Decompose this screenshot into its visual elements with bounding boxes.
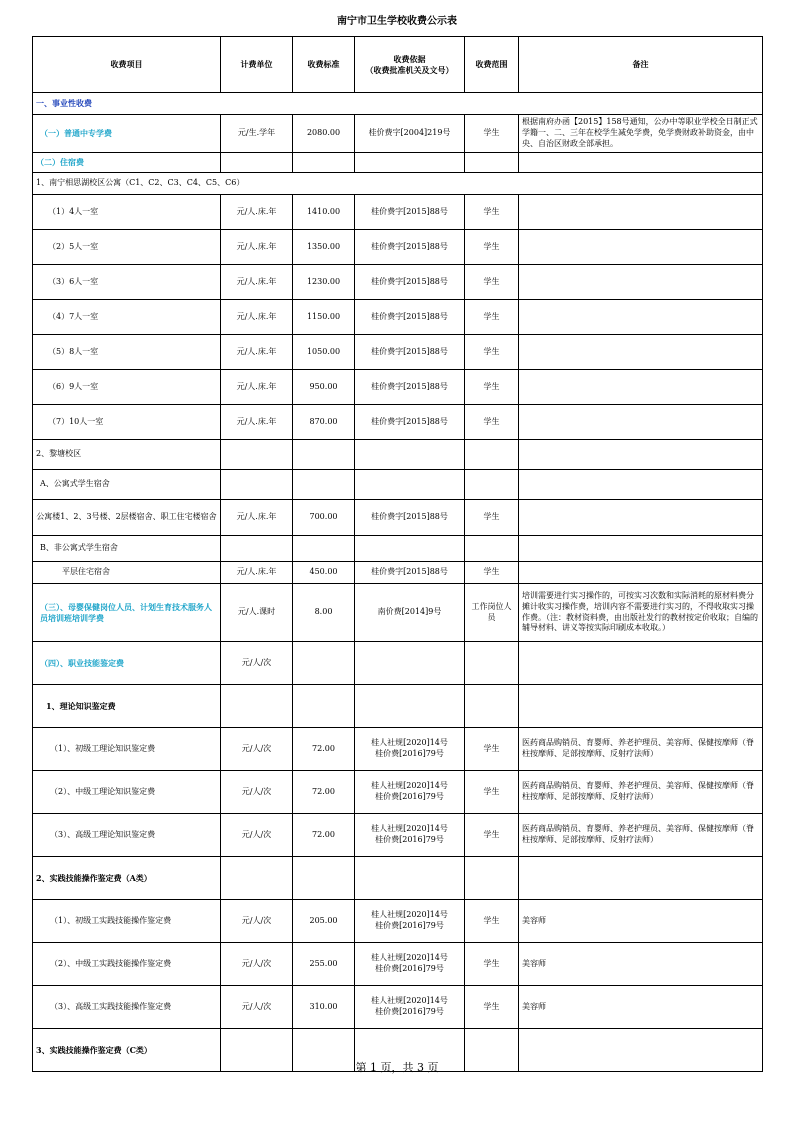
cell-standard: 700.00 (293, 500, 355, 536)
header-unit: 计费单位 (221, 37, 293, 93)
cell-scope: 学生 (465, 986, 519, 1029)
cell-scope: 学生 (465, 728, 519, 771)
cell-basis: 桂人社规[2020]14号 桂价费[2016]79号 (355, 900, 465, 943)
cell-scope: 学生 (465, 195, 519, 230)
cell-note: 医药商品购销员、育婴师、养老护理员、美容师、保健按摩师（脊柱按摩师、足部按摩师、反射疗法师） (519, 814, 763, 857)
cell-scope: 学生 (465, 300, 519, 335)
table-row (33, 335, 763, 370)
header-basis-line1: 收费依据 (393, 53, 426, 64)
cell-basis (355, 153, 465, 173)
table-row (33, 405, 763, 440)
cell-note (519, 230, 763, 265)
cell-item: A、公寓式学生宿舍 (33, 470, 221, 500)
table-row (33, 230, 763, 265)
table-row (33, 115, 763, 153)
cell-item: （2）、中级工理论知识鉴定费 (33, 771, 221, 814)
cell-basis: 南价费[2014]9号 (355, 584, 465, 642)
cell-basis (355, 440, 465, 470)
cell-unit (221, 153, 293, 173)
table-row (33, 370, 763, 405)
cell-note (519, 300, 763, 335)
cell-note (519, 642, 763, 685)
cell-item: （三）、母婴保健岗位人员、计划生育技术服务人员培训班培训学费 (33, 584, 221, 642)
cell-basis: 桂人社规[2020]14号 桂价费[2016]79号 (355, 771, 465, 814)
cell-item: 平层住宅宿舍 (33, 562, 221, 584)
table-row (33, 986, 763, 1029)
table-row (33, 500, 763, 536)
cell-standard: 1230.00 (293, 265, 355, 300)
cell-standard: 450.00 (293, 562, 355, 584)
cell-unit: 元/人.课时 (221, 584, 293, 642)
cell-standard: 72.00 (293, 814, 355, 857)
header-basis (355, 37, 465, 93)
table-row (33, 771, 763, 814)
cell-standard: 205.00 (293, 900, 355, 943)
cell-note (519, 405, 763, 440)
cell-basis: 桂人社规[2020]14号 桂价费[2016]79号 (355, 986, 465, 1029)
cell-basis: 桂价费字[2004]219号 (355, 115, 465, 153)
cell-unit: 元/人/次 (221, 771, 293, 814)
cell-scope: 学生 (465, 500, 519, 536)
cell-item: （3）6人一室 (33, 265, 221, 300)
cell-item: B、非公寓式学生宿舍 (33, 536, 221, 562)
cell-basis: 桂价费字[2015]88号 (355, 300, 465, 335)
table-row (33, 814, 763, 857)
cell-scope (465, 642, 519, 685)
cell-unit: 元/生.学年 (221, 115, 293, 153)
cell-scope: 学生 (465, 265, 519, 300)
cell-unit (221, 440, 293, 470)
cell-scope: 学生 (465, 771, 519, 814)
fee-table (32, 36, 763, 1072)
cell-basis: 桂价费字[2015]88号 (355, 195, 465, 230)
cell-scope (465, 153, 519, 173)
cell-note (519, 370, 763, 405)
cell-unit: 元/人/次 (221, 986, 293, 1029)
table-row (33, 562, 763, 584)
cell-basis: 桂价费字[2015]88号 (355, 230, 465, 265)
cell-unit: 元/人/次 (221, 642, 293, 685)
table-row (33, 584, 763, 642)
cell-standard: 310.00 (293, 986, 355, 1029)
cell-standard (293, 857, 355, 900)
cell-basis (355, 857, 465, 900)
cell-standard (293, 153, 355, 173)
cell-basis: 桂价费字[2015]88号 (355, 335, 465, 370)
header-standard: 收费标准 (293, 37, 355, 93)
cell-item: （6）9人一室 (33, 370, 221, 405)
cell-item: （1）、初级工实践技能操作鉴定费 (33, 900, 221, 943)
cell-scope: 学生 (465, 814, 519, 857)
cell-item: （一）普通中专学费 (33, 115, 221, 153)
cell-standard: 1410.00 (293, 195, 355, 230)
cell-note (519, 470, 763, 500)
cell-note (519, 195, 763, 230)
cell-unit (221, 470, 293, 500)
cell-item: （3）、高级工实践技能操作鉴定费 (33, 986, 221, 1029)
table-row (33, 857, 763, 900)
table-row (33, 536, 763, 562)
table-row (33, 900, 763, 943)
cell-scope: 学生 (465, 335, 519, 370)
cell-item: 2、黎塘校区 (33, 440, 221, 470)
cell-basis: 桂价费字[2015]88号 (355, 562, 465, 584)
cell-standard: 72.00 (293, 728, 355, 771)
cell-unit (221, 685, 293, 728)
cell-scope: 学生 (465, 370, 519, 405)
cell-scope: 学生 (465, 230, 519, 265)
cell-standard: 1050.00 (293, 335, 355, 370)
page-title: 南宁市卫生学校收费公示表 (337, 16, 457, 27)
cell-standard (293, 685, 355, 728)
cell-item: （2）、中级工实践技能操作鉴定费 (33, 943, 221, 986)
cell-note: 医药商品购销员、育婴师、养老护理员、美容师、保健按摩师（脊柱按摩师、足部按摩师、反射疗法师） (519, 728, 763, 771)
cell-unit: 元/人.床.年 (221, 335, 293, 370)
cell-standard (293, 536, 355, 562)
header-row (33, 37, 763, 93)
table-row (33, 195, 763, 230)
table-row (33, 300, 763, 335)
table-row (33, 685, 763, 728)
cell-scope: 工作岗位人员 (465, 584, 519, 642)
cell-standard: 2080.00 (293, 115, 355, 153)
cell-item: 2、实践技能操作鉴定费（A类） (33, 857, 221, 900)
page-number: 第 1 页，共 3 页 (355, 1061, 439, 1074)
cell-standard: 1150.00 (293, 300, 355, 335)
cell-scope: 学生 (465, 115, 519, 153)
cell-basis: 桂价费字[2015]88号 (355, 405, 465, 440)
cell-item: （二）住宿费 (33, 153, 221, 173)
cell-scope: 学生 (465, 405, 519, 440)
cell-note: 美容师 (519, 900, 763, 943)
cell-unit: 元/人/次 (221, 943, 293, 986)
cell-standard: 255.00 (293, 943, 355, 986)
cell-unit (221, 857, 293, 900)
cell-standard (293, 470, 355, 500)
cell-note (519, 265, 763, 300)
table-row (33, 440, 763, 470)
table-row (33, 173, 763, 195)
cell-standard (293, 440, 355, 470)
cell-basis: 桂价费字[2015]88号 (355, 370, 465, 405)
cell-unit: 元/人.床.年 (221, 265, 293, 300)
cell-basis: 桂人社规[2020]14号 桂价费[2016]79号 (355, 943, 465, 986)
cell-note: 美容师 (519, 986, 763, 1029)
header-item: 收费项目 (33, 37, 221, 93)
cell-unit: 元/人.床.年 (221, 370, 293, 405)
cell-unit: 元/人.床.年 (221, 405, 293, 440)
cell-item: 一、事业性收费 (33, 93, 763, 115)
cell-scope (465, 685, 519, 728)
cell-standard: 1350.00 (293, 230, 355, 265)
cell-note (519, 536, 763, 562)
cell-unit: 元/人/次 (221, 814, 293, 857)
cell-item: （1）、初级工理论知识鉴定费 (33, 728, 221, 771)
cell-standard: 870.00 (293, 405, 355, 440)
fee-table-body (33, 93, 763, 1072)
cell-note: 根据南府办函【2015】158号通知，公办中等职业学校全日制正式学籍一、二、三年在校学生减免学费，免学费财政补助资金，由中央、自治区财政全部承担。 (519, 115, 763, 153)
header-scope: 收费范围 (465, 37, 519, 93)
cell-item: 1、理论知识鉴定费 (33, 685, 221, 728)
cell-item: （5）8人一室 (33, 335, 221, 370)
cell-standard: 8.00 (293, 584, 355, 642)
table-row (33, 93, 763, 115)
header-note: 备注 (519, 37, 763, 93)
cell-note: 医药商品购销员、育婴师、养老护理员、美容师、保健按摩师（脊柱按摩师、足部按摩师、反射疗法师） (519, 771, 763, 814)
cell-basis (355, 470, 465, 500)
table-row (33, 470, 763, 500)
cell-note: 美容师 (519, 943, 763, 986)
table-row (33, 728, 763, 771)
cell-item: （2）5人一室 (33, 230, 221, 265)
table-row (33, 265, 763, 300)
cell-note (519, 440, 763, 470)
cell-note (519, 562, 763, 584)
cell-scope (465, 857, 519, 900)
cell-scope: 学生 (465, 900, 519, 943)
cell-item: 3、实践技能操作鉴定费（C类） (33, 1029, 221, 1072)
cell-unit: 元/人.床.年 (221, 300, 293, 335)
cell-note (519, 500, 763, 536)
cell-note: 培训需要进行实习操作的，可按实习次数和实际消耗的原材料费分摊计收实习操作费，培训内容不需要进行实习的，不得收取实习操作费。（注：教材资料费，由出版社发行的教材按定价收取；自编的辅导材料、讲义等按实际印刷成本收取。） (519, 584, 763, 642)
cell-note (519, 685, 763, 728)
cell-unit: 元/人/次 (221, 900, 293, 943)
cell-item: （7）10人一室 (33, 405, 221, 440)
table-row (33, 943, 763, 986)
cell-item: （1）4人一室 (33, 195, 221, 230)
cell-scope: 学生 (465, 562, 519, 584)
cell-note (519, 857, 763, 900)
cell-basis: 桂人社规[2020]14号 桂价费[2016]79号 (355, 814, 465, 857)
cell-item: （四）、职业技能鉴定费 (33, 642, 221, 685)
cell-item: （3）、高级工理论知识鉴定费 (33, 814, 221, 857)
table-row (33, 153, 763, 173)
cell-basis (355, 642, 465, 685)
cell-scope: 学生 (465, 943, 519, 986)
cell-unit: 元/人.床.年 (221, 195, 293, 230)
header-basis-line2: （收费批准机关及文号） (365, 64, 454, 75)
cell-standard: 950.00 (293, 370, 355, 405)
cell-scope (465, 440, 519, 470)
cell-basis: 桂价费字[2015]88号 (355, 500, 465, 536)
table-row (33, 642, 763, 685)
cell-unit: 元/人.床.年 (221, 230, 293, 265)
cell-item: （4）7人一室 (33, 300, 221, 335)
cell-item: 1、南宁相思湖校区公寓（C1、C2、C3、C4、C5、C6） (33, 173, 763, 195)
cell-unit: 元/人.床.年 (221, 500, 293, 536)
cell-standard (293, 642, 355, 685)
cell-unit: 元/人/次 (221, 728, 293, 771)
cell-standard: 72.00 (293, 771, 355, 814)
cell-scope (465, 470, 519, 500)
cell-basis (355, 536, 465, 562)
cell-unit: 元/人.床.年 (221, 562, 293, 584)
cell-unit (221, 536, 293, 562)
cell-note (519, 153, 763, 173)
cell-item: 公寓楼1、2、3号楼、2层楼宿舍、职工住宅楼宿舍 (33, 500, 221, 536)
cell-scope (465, 536, 519, 562)
cell-basis: 桂价费字[2015]88号 (355, 265, 465, 300)
cell-basis: 桂人社规[2020]14号 桂价费[2016]79号 (355, 728, 465, 771)
cell-basis (355, 685, 465, 728)
cell-note (519, 335, 763, 370)
